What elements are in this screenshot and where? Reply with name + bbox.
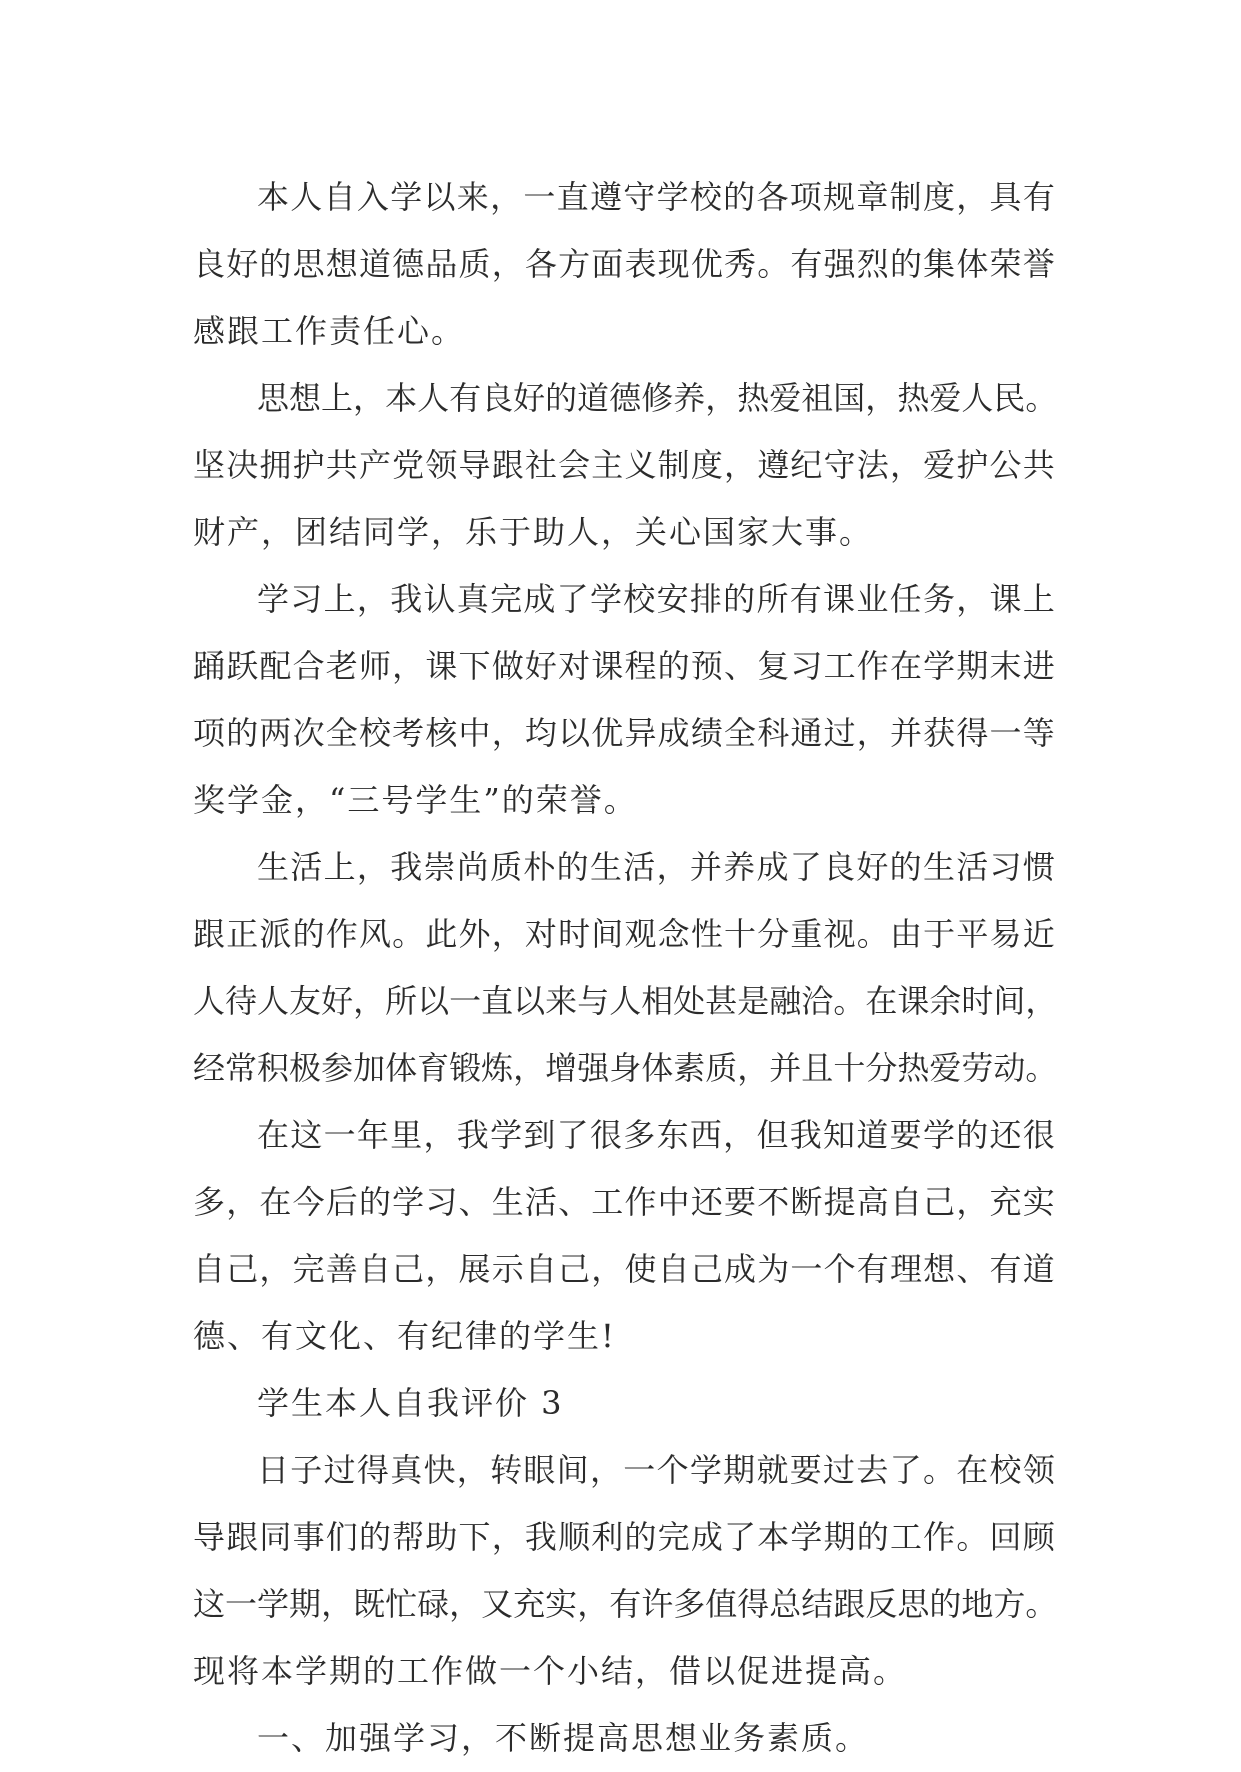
text-line: 经 常 积 极 参 加 体 育 锻 炼 ， 增 强 身 体 素 质 ， 并 且 十 分 热 爱 劳 动 。: [193, 1049, 1058, 1087]
text-line: 德、有文化、有纪律的学生!: [193, 1317, 616, 1355]
text-line: 生 活 上 ， 我 崇 尚 质 朴 的 生 活 ， 并 养 成 了 良 好 的 生 活 习 惯: [257, 848, 1055, 886]
text-line: 在 这 一 年 里 ， 我 学 到 了 很 多 东 西 ， 但 我 知 道 要 学 的 还 很: [257, 1116, 1055, 1154]
text-line: 项 的 两 次 全 校 考 核 中 ， 均 以 优 异 成 绩 全 科 通 过 ， 并 获 得 一 等: [193, 714, 1055, 752]
text-line: 自 己 ， 完 善 自 己 ， 展 示 自 己 ， 使 自 己 成 为 一 个 有 理 想 、 有 道: [193, 1250, 1055, 1288]
text-line: 财产，团结同学，乐于助人，关心国家大事。: [193, 513, 874, 551]
text-line: 人 待 人 友 好 ， 所 以 一 直 以 来 与 人 相 处 甚 是 融 洽 。 在 课 余 时 间 ，: [193, 982, 1058, 1020]
text-line: 日 子 过 得 真 快 ， 转 眼 间 ， 一 个 学 期 就 要 过 去 了 。 在 校 领: [257, 1451, 1055, 1489]
text-line: 一、加强学习，不断提高思想业务素质。: [257, 1719, 870, 1757]
text-line: 导 跟 同 事 们 的 帮 助 下 ， 我 顺 利 的 完 成 了 本 学 期 的 工 作 。 回 顾: [193, 1518, 1055, 1556]
text-line: 现将本学期的工作做一个小结，借以促进提高。: [193, 1652, 908, 1690]
text-line: 踊 跃 配 合 老 师 ， 课 下 做 好 对 课 程 的 预 、 复 习 工 作 在 学 期 末 进: [193, 647, 1055, 685]
text-line: 感跟工作责任心。: [193, 312, 466, 350]
text-line: 良 好 的 思 想 道 德 品 质 ， 各 方 面 表 现 优 秀 。 有 强 烈 的 集 体 荣 誉: [193, 245, 1055, 283]
text-line: 奖学金，“三号学生”的荣誉。: [193, 781, 638, 819]
text-line: 坚 决 拥 护 共 产 党 领 导 跟 社 会 主 义 制 度 ， 遵 纪 守 法 ， 爱 护 公 共: [193, 446, 1055, 484]
text-line: 学 习 上 ， 我 认 真 完 成 了 学 校 安 排 的 所 有 课 业 任 务 ， 课 上: [257, 580, 1055, 618]
document-body: [193, 164, 1058, 1772]
text-line: 这 一 学 期 ， 既 忙 碌 ， 又 充 实 ， 有 许 多 值 得 总 结 跟 反 思 的 地 方 。: [193, 1585, 1058, 1623]
text-line: 学生本人自我评价 3: [257, 1384, 564, 1422]
text-line: 跟 正 派 的 作 风 。 此 外 ， 对 时 间 观 念 性 十 分 重 视 。 由 于 平 易 近: [193, 915, 1055, 953]
text-line: 思 想 上 ， 本 人 有 良 好 的 道 德 修 养 ， 热 爱 祖 国 ， 热 爱 人 民 。: [257, 379, 1058, 417]
text-line: 本 人 自 入 学 以 来 ， 一 直 遵 守 学 校 的 各 项 规 章 制 度 ， 具 有: [257, 178, 1055, 216]
text-line: 多 ， 在 今 后 的 学 习 、 生 活 、 工 作 中 还 要 不 断 提 高 自 己 ， 充 实: [193, 1183, 1055, 1221]
